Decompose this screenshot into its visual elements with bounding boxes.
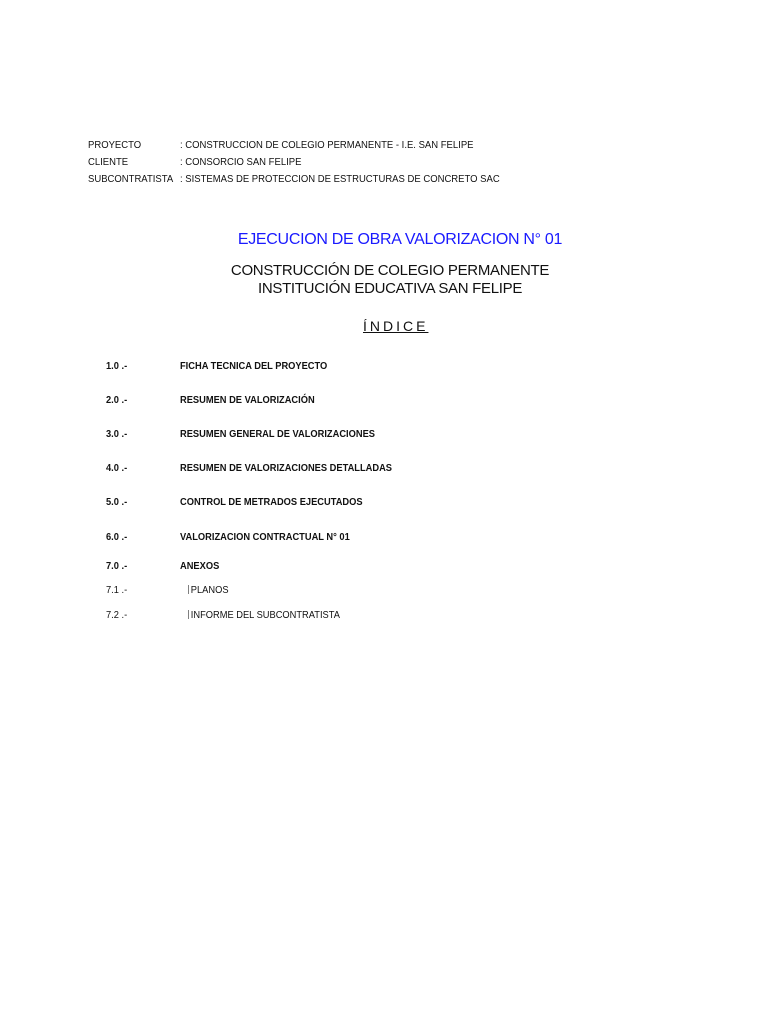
- index-item-number: 4.0 .-: [106, 463, 128, 474]
- label-cliente: CLIENTE: [88, 157, 129, 168]
- index-heading: ÍNDICE: [363, 318, 429, 334]
- index-subitem-text: INFORME DEL SUBCONTRATISTA: [188, 610, 340, 622]
- index-item-text: CONTROL DE METRADOS EJECUTADOS: [180, 497, 363, 508]
- index-item-text: RESUMEN DE VALORIZACIONES DETALLADAS: [180, 463, 393, 474]
- document-title: EJECUCION DE OBRA VALORIZACION N° 01: [237, 231, 563, 248]
- subtitle-line-1: CONSTRUCCIÓN DE COLEGIO PERMANENTE: [230, 262, 550, 279]
- index-item-number: 7.0 .-: [106, 561, 128, 572]
- index-subitem-number: 7.1 .-: [106, 585, 128, 596]
- index-item-number: 6.0 .-: [106, 532, 128, 543]
- index-item-number: 5.0 .-: [106, 497, 128, 508]
- index-item-number: 2.0 .-: [106, 395, 128, 406]
- index-item-text: FICHA TECNICA DEL PROYECTO: [180, 361, 328, 372]
- index-item-text: RESUMEN DE VALORIZACIÓN: [180, 395, 315, 406]
- label-proyecto: PROYECTO: [88, 140, 142, 151]
- index-subitem-number: 7.2 .-: [106, 610, 128, 621]
- index-item-text: VALORIZACION CONTRACTUAL N° 01: [180, 532, 350, 543]
- index-item-text: RESUMEN GENERAL DE VALORIZACIONES: [180, 429, 375, 440]
- value-subcontratista: : SISTEMAS DE PROTECCION DE ESTRUCTURAS DE CONCRETO SAC: [180, 174, 500, 185]
- index-item-text: ANEXOS: [180, 561, 220, 572]
- index-subitem-text: PLANOS: [188, 585, 229, 597]
- index-item-number: 3.0 .-: [106, 429, 128, 440]
- label-subcontratista: SUBCONTRATISTA: [88, 174, 174, 185]
- subtitle-line-2: INSTITUCIÓN EDUCATIVA SAN FELIPE: [257, 280, 523, 297]
- value-proyecto: : CONSTRUCCION DE COLEGIO PERMANENTE - I.E. SAN FELIPE: [180, 140, 474, 151]
- value-cliente: : CONSORCIO SAN FELIPE: [180, 157, 302, 168]
- index-item-number: 1.0 .-: [106, 361, 128, 372]
